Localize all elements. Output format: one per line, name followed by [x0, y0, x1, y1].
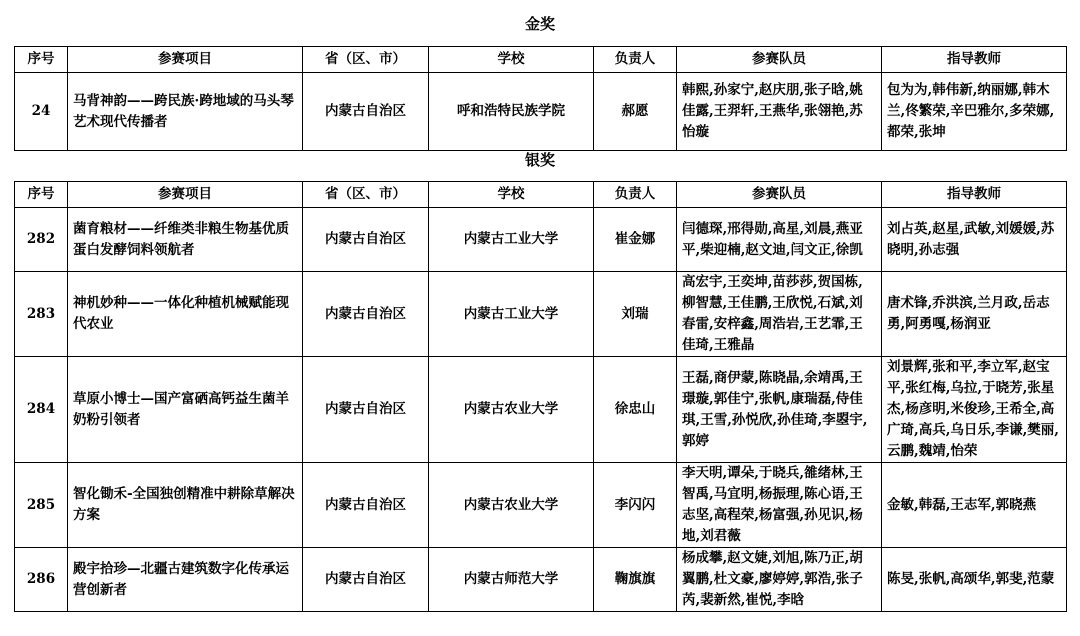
cell-project: 殿宇拾珍—北疆古建筑数字化传承运营创新者 [68, 548, 303, 612]
header-school: 学校 [429, 182, 594, 208]
header-school: 学校 [429, 47, 594, 73]
table-row [15, 357, 1067, 463]
header-leader: 负责人 [594, 47, 677, 73]
gold-award-title: 金奖 [524, 15, 555, 33]
cell-project: 神机妙种——一体化种植机械赋能现代农业 [68, 272, 303, 357]
cell-teachers: 陈旻,张帆,高颂华,郭斐,范蒙 [882, 548, 1067, 612]
cell-members: 韩熙,孙家宁,赵庆朋,张子晗,姚佳露,王羿轩,王燕华,张翎艳,苏怡璇 [677, 73, 882, 151]
cell-members: 杨成攀,赵文婕,刘旭,陈乃正,胡翼鹏,杜文豪,廖婷婷,郭浩,张子芮,裴新然,崔悦,李晗 [677, 548, 882, 612]
cell-leader: 鞠旗旗 [594, 548, 677, 612]
cell-teachers: 包为为,韩伟新,纳丽娜,韩木兰,佟繁荣,辛巴雅尔,多荣娜,都荣,张坤 [882, 73, 1067, 151]
cell-members: 闫德琛,邢得勋,高星,刘晨,燕亚平,柴迎楠,赵文迪,闫文正,徐凯 [677, 208, 882, 272]
cell-teachers: 刘占英,赵星,武敏,刘媛媛,苏晓明,孙志强 [882, 208, 1067, 272]
cell-members: 高宏宇,王奕坤,苗莎莎,贺国栋,柳智慧,王佳鹏,王欣悦,石斌,刘春雷,安梓鑫,周浩岩,王艺霏,王佳琦,王雅晶 [677, 272, 882, 357]
header-no: 序号 [15, 182, 68, 208]
table-header-row [15, 182, 1067, 208]
cell-teachers: 金敏,韩磊,王志军,郭晓燕 [882, 463, 1067, 548]
cell-no: 282 [15, 208, 68, 272]
silver-award-table [14, 181, 1067, 612]
cell-leader: 崔金娜 [594, 208, 677, 272]
header-teachers: 指导教师 [882, 182, 1067, 208]
cell-project: 马背神韵——跨民族·跨地域的马头琴艺术现代传播者 [68, 73, 303, 151]
cell-province: 内蒙古自治区 [303, 357, 429, 463]
cell-school: 内蒙古工业大学 [429, 272, 594, 357]
header-members: 参赛队员 [677, 182, 882, 208]
header-province: 省（区、市） [303, 182, 429, 208]
cell-no: 284 [15, 357, 68, 463]
gold-award-table [14, 46, 1067, 151]
cell-province: 内蒙古自治区 [303, 548, 429, 612]
cell-project: 菌育粮材——纤维类非粮生物基优质蛋白发酵饲料领航者 [68, 208, 303, 272]
cell-province: 内蒙古自治区 [303, 73, 429, 151]
cell-leader: 李闪闪 [594, 463, 677, 548]
cell-school: 内蒙古农业大学 [429, 357, 594, 463]
cell-province: 内蒙古自治区 [303, 463, 429, 548]
cell-no: 24 [15, 73, 68, 151]
cell-members: 李天明,谭朵,于晓兵,雒绪林,王智禹,马宜明,杨振理,陈心语,王志坚,高程荣,杨富强,孙见识,杨地,刘君薇 [677, 463, 882, 548]
cell-teachers: 唐术锋,乔洪滨,兰月政,岳志勇,阿勇嘎,杨润亚 [882, 272, 1067, 357]
cell-leader: 刘瑞 [594, 272, 677, 357]
cell-project: 智化锄禾-全国独创精准中耕除草解决方案 [68, 463, 303, 548]
cell-no: 286 [15, 548, 68, 612]
header-leader: 负责人 [594, 182, 677, 208]
cell-leader: 徐忠山 [594, 357, 677, 463]
header-province: 省（区、市） [303, 47, 429, 73]
silver-award-title: 银奖 [524, 151, 555, 169]
table-row [15, 272, 1067, 357]
table-row [15, 548, 1067, 612]
cell-school: 内蒙古农业大学 [429, 463, 594, 548]
cell-teachers: 刘景辉,张和平,李立军,赵宝平,张红梅,乌拉,于晓芳,张星杰,杨彦明,米俊珍,王希全,高广琦,高兵,乌日乐,李谦,樊丽,云鹏,魏靖,怡荣 [882, 357, 1067, 463]
cell-province: 内蒙古自治区 [303, 208, 429, 272]
header-project: 参赛项目 [68, 182, 303, 208]
table-row [15, 208, 1067, 272]
table-row [15, 73, 1067, 151]
cell-school: 内蒙古工业大学 [429, 208, 594, 272]
header-no: 序号 [15, 47, 68, 73]
header-teachers: 指导教师 [882, 47, 1067, 73]
cell-leader: 郝愿 [594, 73, 677, 151]
table-header-row [15, 47, 1067, 73]
cell-no: 283 [15, 272, 68, 357]
cell-no: 285 [15, 463, 68, 548]
table-row [15, 463, 1067, 548]
cell-school: 呼和浩特民族学院 [429, 73, 594, 151]
header-members: 参赛队员 [677, 47, 882, 73]
cell-members: 王磊,商伊蒙,陈晓晶,余靖禹,王璟璇,郭佳宁,张帆,康瑞磊,侍佳琪,王雪,孙悦欣,孙佳琦,李曌宇,郭婷 [677, 357, 882, 463]
cell-project: 草原小博士—国产富硒高钙益生菌羊奶粉引领者 [68, 357, 303, 463]
cell-school: 内蒙古师范大学 [429, 548, 594, 612]
cell-province: 内蒙古自治区 [303, 272, 429, 357]
header-project: 参赛项目 [68, 47, 303, 73]
